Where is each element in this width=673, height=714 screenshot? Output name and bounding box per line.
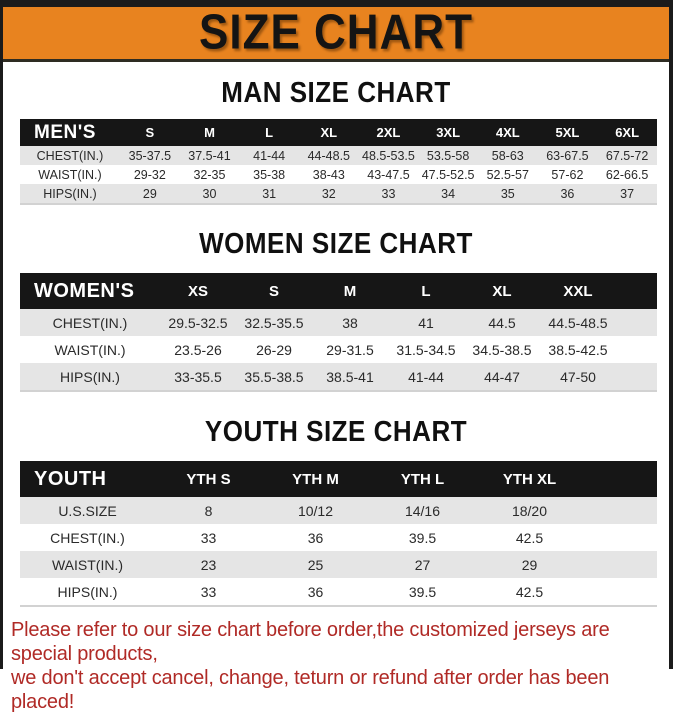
measurement-cell: 39.5	[408, 529, 437, 546]
measurement-cell: 31	[262, 186, 277, 201]
measurement-cell: 41	[418, 314, 434, 331]
filler-cell	[583, 578, 657, 606]
measurement-cell: 42.5	[515, 529, 544, 546]
size-header-cell: YTH L	[369, 461, 476, 497]
measurement-cell: 57-62	[551, 167, 584, 182]
header-filler-cell	[583, 461, 657, 497]
measurement-cell: 44-47	[484, 368, 520, 385]
measurement-cell: 36	[560, 186, 575, 201]
size-header-cell: YTH XL	[476, 461, 583, 497]
size-header-cell: L	[388, 273, 464, 309]
table-row	[20, 578, 657, 606]
measurement-cell: 39.5	[408, 583, 437, 600]
measurement-cell: 52.5-57	[486, 167, 529, 182]
measurement-cell: 42.5	[515, 583, 544, 600]
size-header-cell: S	[120, 119, 180, 146]
size-header-cell: XXL	[540, 273, 616, 309]
header-row	[20, 461, 657, 497]
header-filler-cell	[616, 273, 657, 309]
table-row	[20, 146, 657, 165]
measurement-cell: 62-66.5	[605, 167, 649, 182]
measurement-cell: 53.5-58	[426, 148, 470, 163]
measurement-cell: 37	[620, 186, 635, 201]
measurement-cell: 8	[204, 502, 213, 519]
youth-section-title: YOUTH SIZE CHART	[204, 414, 468, 448]
measurement-cell: 27	[414, 556, 431, 573]
measurement-cell: 44.5	[488, 314, 516, 331]
measurement-cell: 32-35	[193, 167, 226, 182]
size-header-cell: YTH S	[155, 461, 262, 497]
youth-size-table	[20, 461, 657, 607]
row-label-cell: HIPS(IN.)	[43, 186, 97, 201]
measurement-cell: 14/16	[404, 502, 441, 519]
measurement-cell: 34	[441, 186, 456, 201]
size-header-cell: XL	[299, 119, 359, 146]
measurement-cell: 38	[342, 314, 358, 331]
men-size-table	[20, 119, 657, 205]
measurement-cell: 47.5-52.5	[421, 167, 475, 182]
header-row	[20, 119, 657, 146]
measurement-cell: 35-37.5	[128, 148, 172, 163]
row-label-cell: WAIST(IN.)	[54, 341, 126, 358]
measurement-cell: 48.5-53.5	[362, 148, 415, 163]
measurement-cell: 33	[381, 186, 396, 201]
size-header-cell: L	[239, 119, 299, 146]
size-header-cell: M	[180, 119, 240, 146]
measurement-cell: 32.5-35.5	[244, 314, 304, 331]
measurement-cell: 30	[202, 186, 217, 201]
filler-cell	[583, 524, 657, 551]
row-label-cell: CHEST(IN.)	[52, 314, 128, 331]
man-section-title: MAN SIZE CHART	[221, 75, 451, 109]
size-header-cell: YTH M	[262, 461, 369, 497]
measurement-cell: 29	[142, 186, 157, 201]
header-row	[20, 273, 657, 309]
filler-cell	[616, 336, 657, 363]
filler-cell	[583, 551, 657, 578]
measurement-cell: 33	[200, 583, 217, 600]
women-section-title: WOMEN SIZE CHART	[199, 226, 473, 260]
size-header-cell: XS	[160, 273, 236, 309]
table-row	[20, 524, 657, 551]
table-title-cell: WOMEN'S	[20, 273, 160, 309]
measurement-cell: 33	[200, 529, 217, 546]
row-label-cell: CHEST(IN.)	[50, 529, 125, 546]
measurement-cell: 63-67.5	[546, 148, 589, 163]
table-row	[20, 363, 657, 391]
row-label-cell: HIPS(IN.)	[57, 583, 118, 600]
measurement-cell: 43-47.5	[367, 167, 410, 182]
table-row	[20, 165, 657, 184]
measurement-cell: 67.5-72	[605, 148, 649, 163]
disclaimer-text	[11, 618, 663, 714]
measurement-cell: 33-35.5	[174, 368, 222, 385]
measurement-cell: 34.5-38.5	[472, 341, 532, 358]
measurement-cell: 44-48.5	[307, 148, 350, 163]
measurement-cell: 18/20	[511, 502, 548, 519]
measurement-cell: 29	[521, 556, 538, 573]
row-label-cell: HIPS(IN.)	[60, 368, 120, 385]
measurement-cell: 25	[307, 556, 324, 573]
measurement-cell: 35-38	[253, 167, 286, 182]
banner	[3, 7, 669, 62]
size-header-cell: 2XL	[359, 119, 419, 146]
row-label-cell: CHEST(IN.)	[36, 148, 104, 163]
measurement-cell: 35	[500, 186, 515, 201]
measurement-cell: 31.5-34.5	[396, 341, 456, 358]
measurement-cell: 38.5-42.5	[548, 341, 608, 358]
size-header-cell: 4XL	[478, 119, 538, 146]
measurement-cell: 36	[307, 529, 324, 546]
measurement-cell: 38-43	[312, 167, 345, 182]
measurement-cell: 29-31.5	[326, 341, 374, 358]
page-title: SIZE CHART	[199, 5, 473, 60]
row-label-cell: WAIST(IN.)	[51, 556, 124, 573]
size-header-cell: XL	[464, 273, 540, 309]
measurement-cell: 32	[321, 186, 336, 201]
measurement-cell: 29-32	[133, 167, 166, 182]
measurement-cell: 38.5-41	[326, 368, 374, 385]
measurement-cell: 26-29	[256, 341, 292, 358]
measurement-cell: 44.5-48.5	[548, 314, 608, 331]
measurement-cell: 58-63	[491, 148, 524, 163]
filler-cell	[583, 497, 657, 524]
table-row	[20, 184, 657, 204]
measurement-cell: 37.5-41	[188, 148, 231, 163]
measurement-cell: 41-44	[253, 148, 286, 163]
row-label-cell: WAIST(IN.)	[38, 167, 102, 182]
size-header-cell: 3XL	[418, 119, 478, 146]
filler-cell	[616, 363, 657, 391]
measurement-cell: 35.5-38.5	[244, 368, 304, 385]
measurement-cell: 23	[200, 556, 217, 573]
measurement-cell: 36	[307, 583, 324, 600]
filler-cell	[616, 309, 657, 336]
table-row	[20, 551, 657, 578]
disclaimer-line-2: we don't accept cancel, change, teturn or refund after order has been placed!	[11, 667, 610, 713]
disclaimer-line-1: Please refer to our size chart before order,the customized jerseys are special products,	[11, 619, 610, 665]
size-header-cell: 5XL	[538, 119, 598, 146]
measurement-cell: 29.5-32.5	[168, 314, 228, 331]
table-row	[20, 336, 657, 363]
measurement-cell: 23.5-26	[174, 341, 222, 358]
table-row	[20, 309, 657, 336]
table-title-cell: YOUTH	[20, 461, 155, 497]
size-header-cell: 6XL	[597, 119, 657, 146]
measurement-cell: 41-44	[408, 368, 444, 385]
table-title-cell: MEN'S	[20, 119, 120, 146]
measurement-cell: 47-50	[560, 368, 596, 385]
row-label-cell: U.S.SIZE	[58, 502, 117, 519]
women-size-table	[20, 273, 657, 392]
size-header-cell: M	[312, 273, 388, 309]
measurement-cell: 10/12	[297, 502, 334, 519]
size-header-cell: S	[236, 273, 312, 309]
table-row	[20, 497, 657, 524]
